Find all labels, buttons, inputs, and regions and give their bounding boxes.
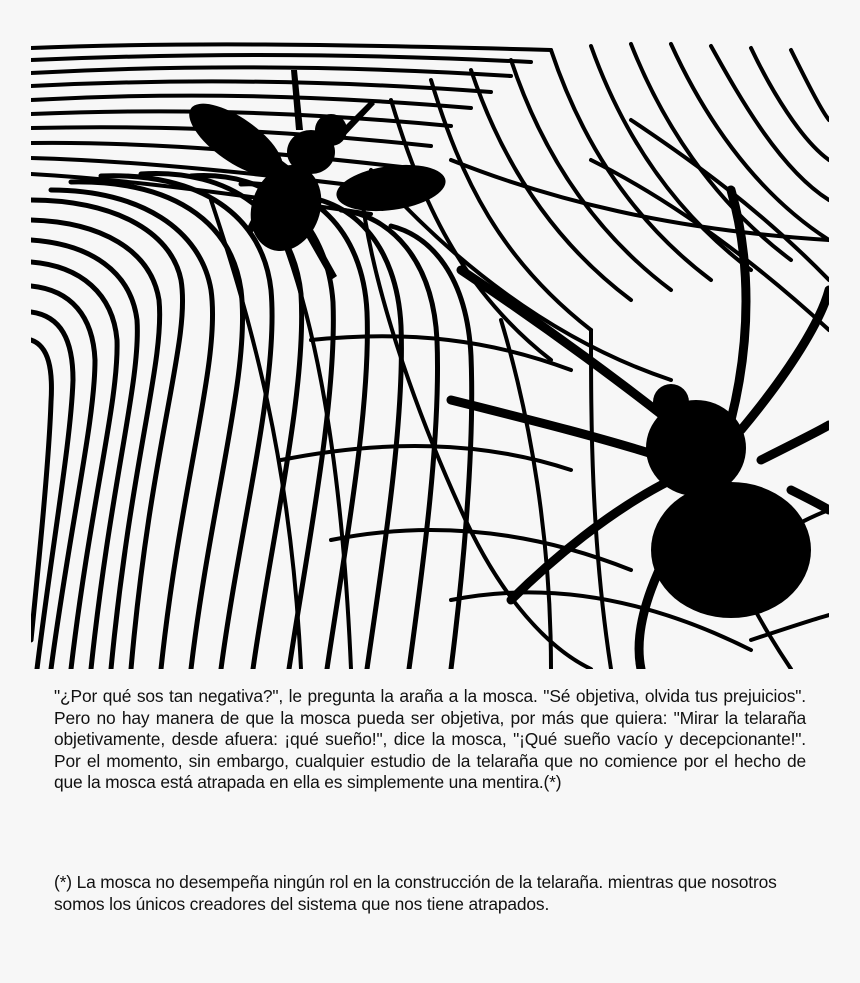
caption-paragraph — [54, 686, 806, 794]
caption-text: "¿Por qué sos tan negativa?", le pregunta la araña a la mosca. "Sé objetiva, olvida tus prejuicios". Pero no hay manera de que la mosca pueda ser objetiva, por más que quiera: "Mirar la telaraña objetivamente, desde afuera: ¡qué sueño!", dice la mosca, "¡Qué sueño vacío y decepcionante!". Por el momento, sin embargo, cualquier estudio de la telaraña que no comience por el hecho de que la mosca está atrapada en ella es simplemente una mentira.(*) — [54, 686, 806, 793]
footnote-text: (*) La mosca no desempeña ningún rol en la construcción de la telaraña. mientras que nosotros somos los únicos creadores del sistema que nos tiene atrapados. — [54, 872, 777, 914]
spider-web-illustration — [31, 40, 829, 669]
web-artwork — [31, 40, 829, 669]
footnote — [54, 872, 814, 915]
